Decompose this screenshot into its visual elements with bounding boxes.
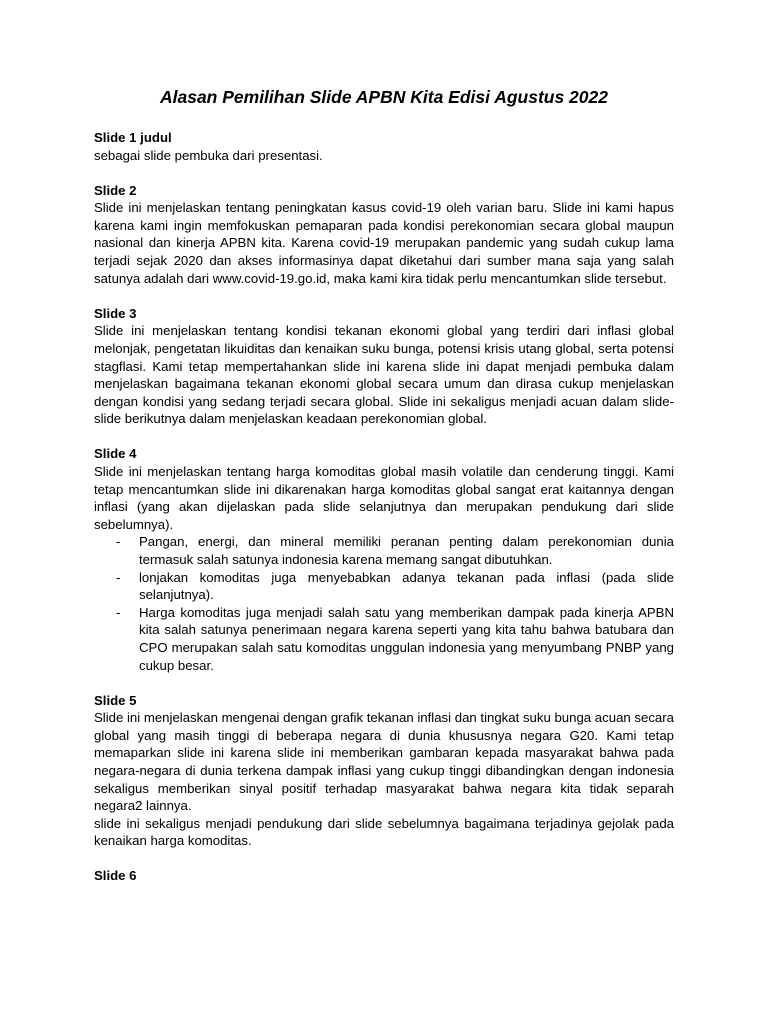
section-heading: Slide 2	[94, 182, 137, 198]
bullet-text: Harga komoditas juga menjadi salah satu yang memberikan dampak pada kinerja APBN kita salah satunya penerimaan negara karena seperti yang kita tahu bahwa batubara dan CPO merupakan salah satu komoditas unggulan indonesia yang menyumbang PNBP yang cukup besar.	[139, 604, 674, 673]
section-heading: Slide 5	[94, 692, 137, 708]
section-slide-2	[94, 182, 674, 288]
section-paragraph: Slide ini menjelaskan tentang harga komoditas global masih volatile dan cenderung tinggi. Kami tetap mencantumkan slide ini dikarenakan harga komoditas global sangat erat kaitannya dengan inflasi (yang akan dijelaskan pada slide selanjutnya dan merupakan pendukung dari slide sebelumnya).	[94, 464, 674, 532]
section-slide-1	[94, 129, 674, 164]
document-page	[94, 86, 674, 903]
section-paragraph: sebagai slide pembuka dari presentasi.	[94, 147, 323, 163]
section-heading: Slide 3	[94, 305, 137, 321]
section-paragraph: Slide ini menjelaskan tentang kondisi tekanan ekonomi global yang terdiri dari inflasi global melonjak, pengetatan likuiditas dan kenaikan suku bunga, potensi krisis utang global, serta potensi stagflasi. Kami tetap mempertahankan slide ini karena slide ini dapat menjadi pembuka dalam menjelaskan bagaimana tekanan ekonomi global secara umum dan dirasa cukup menjelaskan dengan kondisi yang sedang terjadi secara global. Slide ini sekaligus menjadi acuan dalam slide-slide berikutnya dalam menjelaskan keadaan perekonomian global.	[94, 323, 674, 427]
section-slide-3	[94, 305, 674, 428]
dash-marker: -	[116, 569, 121, 585]
section-heading: Slide 6	[94, 868, 137, 884]
section-heading: Slide 4	[94, 446, 137, 462]
bullet-text: Pangan, energi, dan mineral memiliki peranan penting dalam perekonomian dunia termasuk salah satunya indonesia karena memang sangat dibutuhkan.	[139, 534, 674, 567]
bullet-item	[94, 569, 674, 604]
section-slide-4	[94, 445, 674, 674]
section-heading: Slide 1 judul	[94, 130, 172, 145]
section-slide-6	[94, 867, 674, 885]
dash-marker: -	[116, 534, 121, 550]
bullet-text: lonjakan komoditas juga menyebabkan adanya tekanan pada inflasi (pada slide selanjutnya).	[139, 569, 674, 603]
bullet-list	[94, 533, 674, 674]
section-paragraph: Slide ini menjelaskan mengenai dengan grafik tekanan inflasi dan tingkat suku bunga acuan secara global yang masih tinggi di beberapa negara di dunia khususnya negara G20. Kami tetap memaparkan slide ini karena slide ini memberikan gambaran kepada masyarakat bahwa pada negara-negara di dunia terkena dampak inflasi yang cukup tinggi dibandingkan dengan indonesia sekaligus memberikan sinyal positif terhadap masyarakat bahwa negara kita tidak separah negara2 lainnya.	[94, 710, 674, 814]
section-paragraph: slide ini sekaligus menjadi pendukung dari slide sebelumnya bagaimana terjadinya gejolak pada kenaikan harga komoditas.	[94, 815, 674, 849]
document-title: Alasan Pemilihan Slide APBN Kita Edisi Agustus 2022	[159, 87, 608, 107]
bullet-item	[94, 604, 674, 674]
section-slide-5	[94, 692, 674, 850]
dash-marker: -	[116, 604, 121, 620]
bullet-item	[94, 533, 674, 568]
section-paragraph: Slide ini menjelaskan tentang peningkatan kasus covid-19 oleh varian baru. Slide ini kami hapus karena kami ingin memfokuskan pemaparan pada kondisi perekonomian secara global maupun nasional dan kinerja APBN kita. Karena covid-19 merupakan pandemic yang sudah cukup lama terjadi sejak 2020 dan akses informasinya dapat diketahui dari sumber mana saja yang salah satunya adalah dari www.covid-19.go.id, maka kami kira tidak perlu mencantumkan slide tersebut.	[94, 200, 674, 286]
